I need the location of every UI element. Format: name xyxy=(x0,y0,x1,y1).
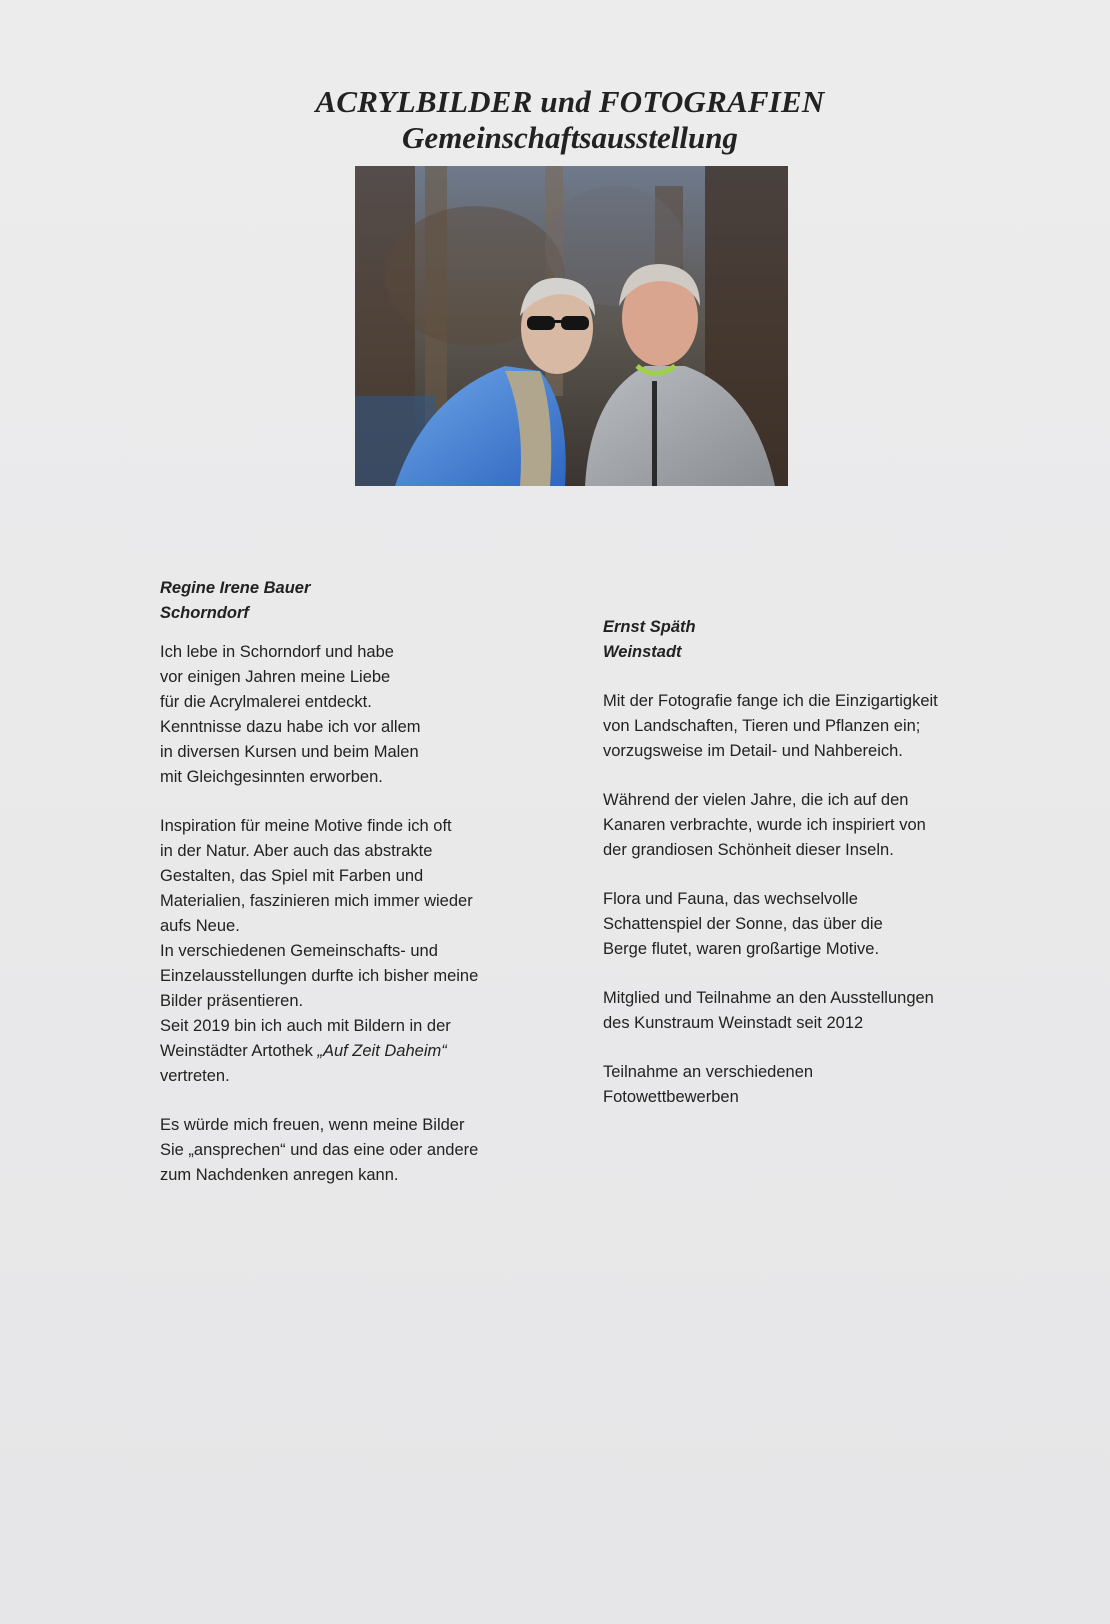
exhibition-title: ACRYLBILDER und FOTOGRAFIEN xyxy=(315,84,825,119)
text-line: Sie „ansprechen“ und das eine oder andere xyxy=(160,1141,479,1159)
text-line: Schattenspiel der Sonne, das über die xyxy=(603,915,883,933)
text-line: Es würde mich freuen, wenn meine Bilder xyxy=(160,1116,465,1134)
bio-paragraph-2 xyxy=(603,788,1023,863)
text-line: Berge flutet, waren großartige Motive. xyxy=(603,940,880,958)
text-line: Flora und Fauna, das wechselvolle xyxy=(603,890,858,908)
text-line: vor einigen Jahren meine Liebe xyxy=(160,668,391,686)
text-line: Während der vielen Jahre, die ich auf den xyxy=(603,791,909,809)
text-line: des Kunstraum Weinstadt seit 2012 xyxy=(603,1014,864,1032)
text-line: Gestalten, das Spiel mit Farben und xyxy=(160,867,424,885)
artist-city: Schorndorf xyxy=(160,604,249,622)
text-line: Mit der Fotografie fange ich die Einzigartigkeit xyxy=(603,692,938,710)
bio-paragraph-1 xyxy=(160,640,560,790)
text-line: Kanaren verbrachte, wurde ich inspiriert von xyxy=(603,816,926,834)
bio-paragraph-3 xyxy=(160,1113,560,1188)
artists-photo xyxy=(355,166,788,486)
bio-paragraph-2 xyxy=(160,814,560,1089)
text-line: Fotowettbewerben xyxy=(603,1088,739,1106)
portrait-photo-icon xyxy=(355,166,788,486)
artothek-prefix: Weinstädter Artothek xyxy=(160,1042,318,1060)
artist-city: Weinstadt xyxy=(603,643,682,661)
text-line: Einzelausstellungen durfte ich bisher meine xyxy=(160,967,479,985)
text-line: Inspiration für meine Motive finde ich oft xyxy=(160,817,452,835)
text-line: Teilnahme an verschiedenen xyxy=(603,1063,814,1081)
artist-column-spaeth xyxy=(603,615,1023,1110)
text-line: In verschiedenen Gemeinschafts- und xyxy=(160,942,438,960)
artist-name: Ernst Späth xyxy=(603,618,696,636)
artist-name: Regine Irene Bauer xyxy=(160,579,311,597)
exhibition-subtitle: Gemeinschaftsausstellung xyxy=(402,120,738,155)
text-line: der grandiosen Schönheit dieser Inseln. xyxy=(603,841,894,859)
artothek-name: „Auf Zeit Daheim“ xyxy=(317,1042,447,1060)
artothek-line xyxy=(160,1039,560,1064)
text-line: vorzugsweise im Detail- und Nahbereich. xyxy=(603,742,903,760)
text-line: vertreten. xyxy=(160,1067,230,1085)
bio-paragraph-5 xyxy=(603,1060,1023,1110)
text-line: aufs Neue. xyxy=(160,917,240,935)
bio-paragraph-1 xyxy=(603,689,1023,764)
bio-paragraph-3 xyxy=(603,887,1023,962)
text-line: Kenntnisse dazu habe ich vor allem xyxy=(160,718,421,736)
text-line: Seit 2019 bin ich auch mit Bildern in der xyxy=(160,1017,451,1035)
text-line: für die Acrylmalerei entdeckt. xyxy=(160,693,372,711)
title-block xyxy=(0,84,1110,156)
bio-paragraph-4 xyxy=(603,986,1023,1036)
text-line: Materialien, faszinieren mich immer wieder xyxy=(160,892,473,910)
text-line: in diversen Kursen und beim Malen xyxy=(160,743,419,761)
text-line: Ich lebe in Schorndorf und habe xyxy=(160,643,394,661)
text-line: in der Natur. Aber auch das abstrakte xyxy=(160,842,433,860)
text-line: mit Gleichgesinnten erworben. xyxy=(160,768,383,786)
text-line: Bilder präsentieren. xyxy=(160,992,304,1010)
artist-column-bauer xyxy=(160,576,560,1188)
text-line: von Landschaften, Tieren und Pflanzen ein; xyxy=(603,717,921,735)
text-line: zum Nachdenken anregen kann. xyxy=(160,1166,399,1184)
text-line: Mitglied und Teilnahme an den Ausstellungen xyxy=(603,989,934,1007)
